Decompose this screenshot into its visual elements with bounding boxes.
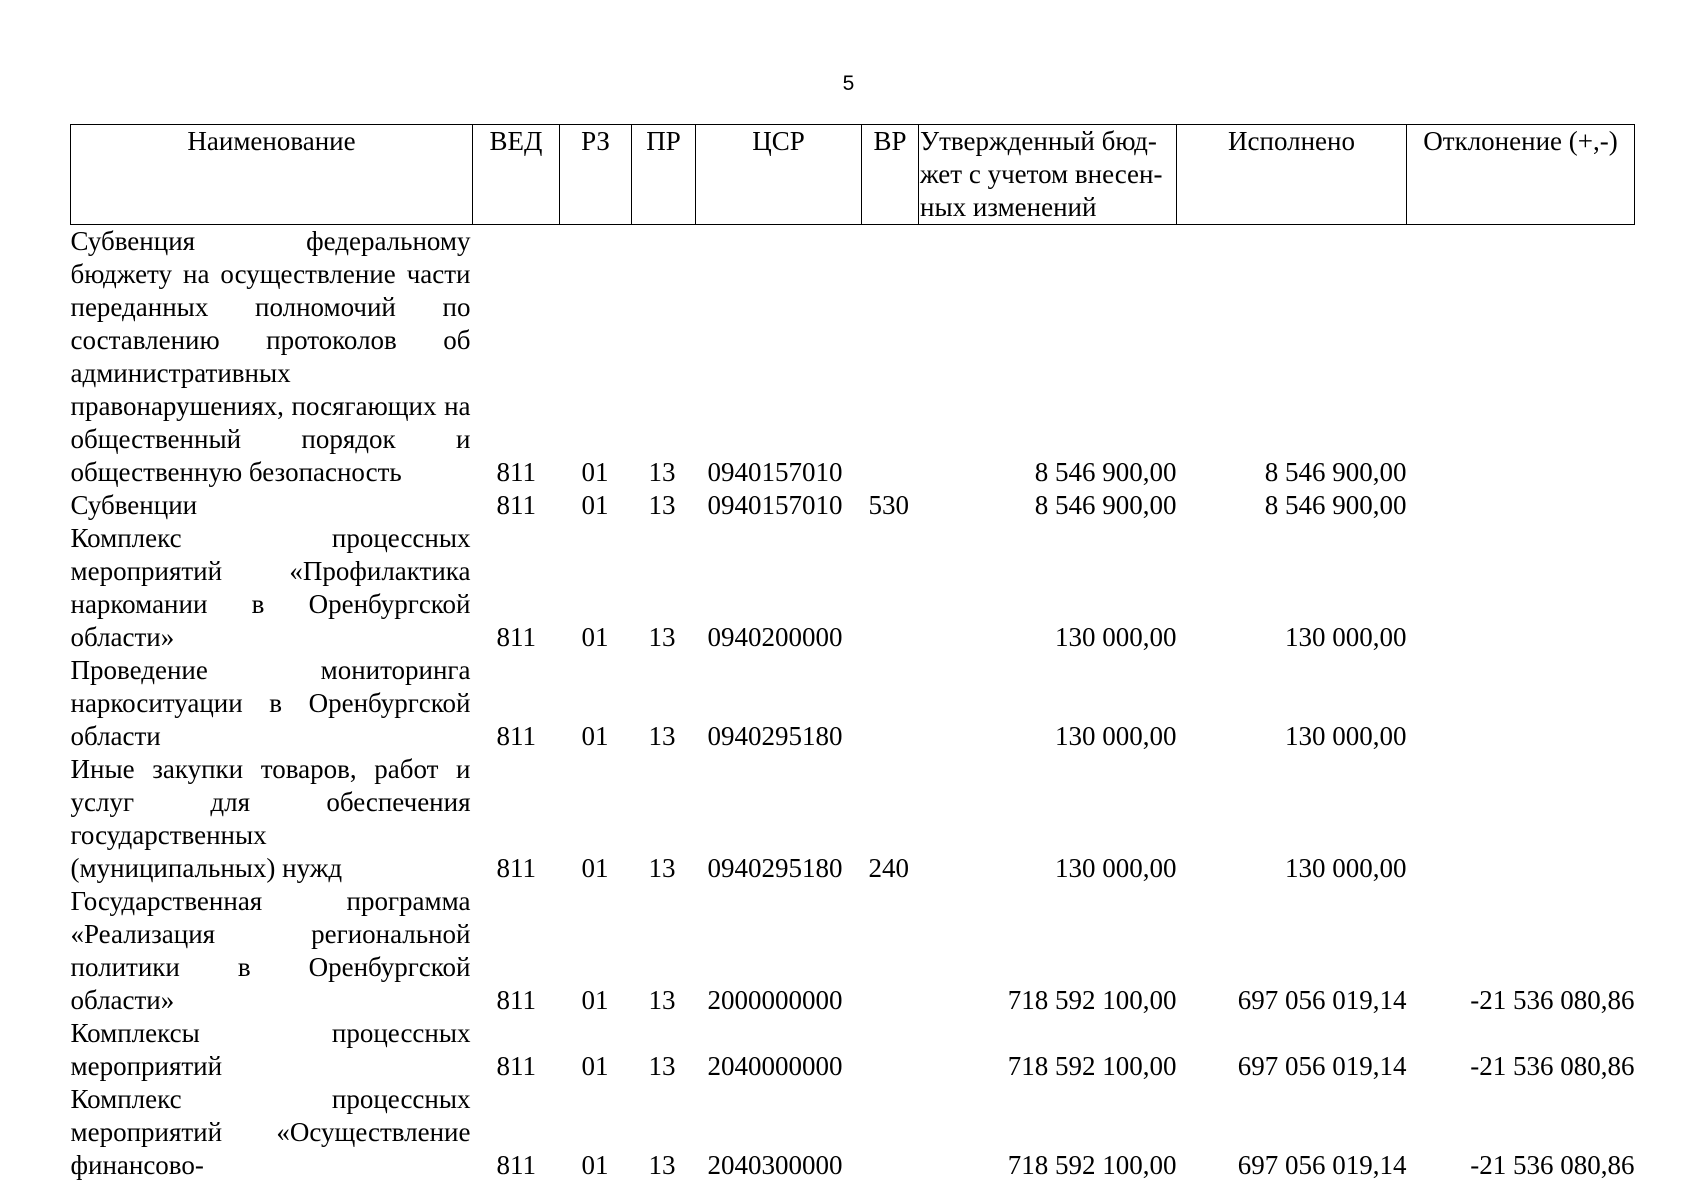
cell-csr: 0940295180: [707, 721, 843, 751]
cell-vr: 240: [868, 853, 909, 883]
cell-rz: 01: [581, 1150, 609, 1180]
cell-deviation: -21 536 080,86: [1470, 1051, 1635, 1081]
cell-vr: [862, 1017, 919, 1083]
cell-rz: 01: [581, 853, 609, 883]
cell-name: Государственная программа «Реализация региональной политики в Оренбургской области»: [70, 886, 471, 1015]
cell-name: Комплекс процессных мероприятий «Осуществление финансово-: [70, 1084, 471, 1180]
header-approved: Утвержденный бюд-жет с учетом внесен-ных изменений: [919, 125, 1177, 225]
cell-csr: 2040300000: [707, 1150, 843, 1180]
cell-approved: 130 000,00: [1055, 622, 1177, 652]
cell-name: Субвенции: [70, 490, 198, 520]
cell-executed: 8 546 900,00: [1264, 457, 1407, 487]
cell-pr: 13: [648, 622, 676, 652]
cell-rz: 01: [581, 1051, 609, 1081]
cell-vr: 530: [868, 490, 909, 520]
cell-ved: 811: [496, 490, 536, 520]
header-executed: Исполнено: [1177, 125, 1407, 225]
page-number: 5: [842, 72, 855, 95]
cell-deviation: [1407, 225, 1635, 490]
cell-pr: 13: [648, 457, 676, 487]
cell-pr: 13: [648, 721, 676, 751]
cell-ved: 811: [496, 721, 536, 751]
cell-deviation: -21 536 080,86: [1470, 985, 1635, 1015]
cell-executed: 8 546 900,00: [1264, 490, 1407, 520]
cell-rz: 01: [581, 985, 609, 1015]
cell-csr: 0940200000: [707, 622, 843, 652]
header-deviation: Отклонение (+,-): [1407, 125, 1635, 225]
table-row: [71, 489, 1635, 522]
cell-pr: 13: [648, 1150, 676, 1180]
cell-executed: 130 000,00: [1285, 622, 1407, 652]
cell-name: Иные закупки товаров, работ и услуг для обеспечения государственных (муниципальных) нужд: [70, 754, 471, 883]
cell-approved: 130 000,00: [1055, 721, 1177, 751]
cell-pr: 13: [648, 853, 676, 883]
cell-approved: 130 000,00: [1055, 853, 1177, 883]
cell-rz: 01: [581, 490, 609, 520]
table-row: [71, 885, 1635, 1017]
cell-rz: 01: [581, 457, 609, 487]
cell-name: Комплексы процессных мероприятий: [70, 1018, 471, 1081]
cell-executed: 130 000,00: [1285, 853, 1407, 883]
cell-ved: 811: [496, 985, 536, 1015]
cell-vr: [862, 225, 919, 490]
cell-csr: 2040000000: [707, 1051, 843, 1081]
cell-deviation: -21 536 080,86: [1470, 1150, 1635, 1180]
cell-ved: 811: [496, 853, 536, 883]
cell-approved: 8 546 900,00: [1034, 457, 1177, 487]
cell-vr: [862, 1083, 919, 1182]
cell-name: Проведение мониторинга наркоситуации в Оренбургской области: [70, 655, 471, 751]
cell-ved: 811: [496, 1150, 536, 1180]
header-vr: ВР: [862, 125, 919, 225]
cell-ved: 811: [496, 622, 536, 652]
cell-approved: 718 592 100,00: [1007, 1051, 1177, 1081]
cell-deviation: [1407, 522, 1635, 654]
cell-approved: 718 592 100,00: [1007, 985, 1177, 1015]
cell-approved: 718 592 100,00: [1007, 1150, 1177, 1180]
table-row: [71, 522, 1635, 654]
cell-name: Комплекс процессных мероприятий «Профилактика наркомании в Оренбургской области»: [70, 523, 471, 652]
table-row: [71, 654, 1635, 753]
cell-pr: 13: [648, 985, 676, 1015]
header-name: Наименование: [71, 125, 473, 225]
cell-ved: 811: [496, 457, 536, 487]
table-header-row: [71, 125, 1635, 225]
cell-csr: 0940295180: [707, 853, 843, 883]
table-row: [71, 1017, 1635, 1083]
cell-deviation: [1407, 489, 1635, 522]
cell-csr: 0940157010: [707, 490, 843, 520]
table-row: [71, 1083, 1635, 1182]
cell-executed: 697 056 019,14: [1237, 985, 1407, 1015]
cell-deviation: [1407, 753, 1635, 885]
cell-executed: 697 056 019,14: [1237, 1150, 1407, 1180]
header-rz: РЗ: [560, 125, 632, 225]
header-ved: ВЕД: [473, 125, 560, 225]
cell-csr: 2000000000: [707, 985, 843, 1015]
cell-vr: [862, 885, 919, 1017]
cell-ved: 811: [496, 1051, 536, 1081]
table-row: [71, 753, 1635, 885]
budget-table: [70, 124, 1635, 1182]
cell-rz: 01: [581, 622, 609, 652]
header-csr: ЦСР: [696, 125, 862, 225]
cell-csr: 0940157010: [707, 457, 843, 487]
cell-deviation: [1407, 654, 1635, 753]
cell-rz: 01: [581, 721, 609, 751]
header-pr: ПР: [632, 125, 696, 225]
cell-executed: 130 000,00: [1285, 721, 1407, 751]
cell-executed: 697 056 019,14: [1237, 1051, 1407, 1081]
cell-vr: [862, 522, 919, 654]
cell-vr: [862, 654, 919, 753]
cell-pr: 13: [648, 1051, 676, 1081]
cell-name: Субвенция федеральному бюджету на осуществление части переданных полномочий по составлению протоколов об административных правонарушениях, посягающих на общественный порядок и общественную безопасность: [70, 226, 471, 487]
table-row: [71, 225, 1635, 490]
cell-approved: 8 546 900,00: [1034, 490, 1177, 520]
cell-pr: 13: [648, 490, 676, 520]
